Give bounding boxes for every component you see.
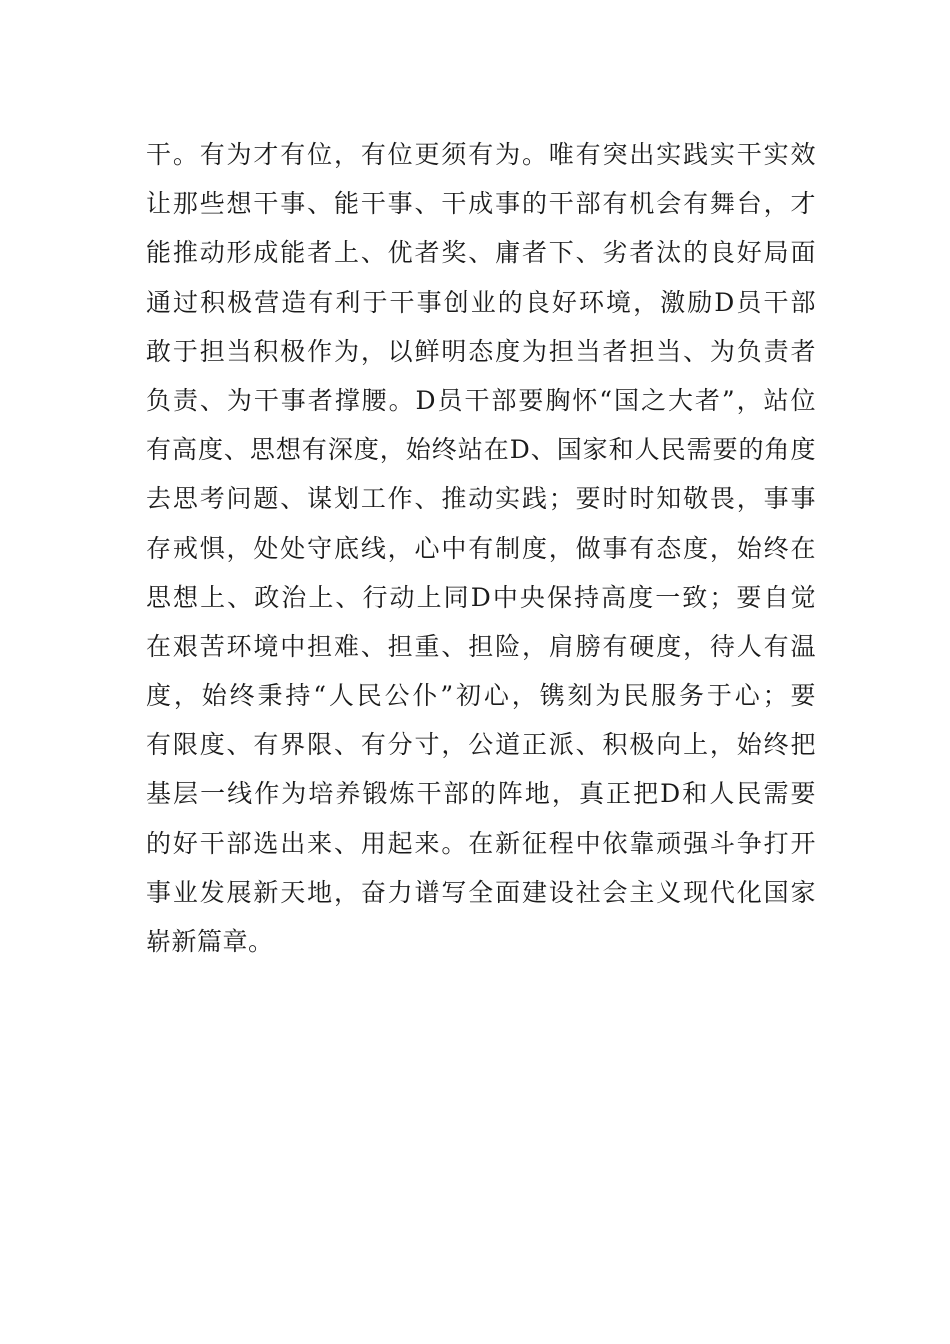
text-line: 去思考问题、谋划工作、推动实践；要时时知敬畏，事事: [146, 484, 816, 514]
text-line: 通过积极营造有利于干事创业的良好环境，激励D员干部: [146, 287, 816, 317]
body-paragraph: [146, 130, 816, 966]
text-line: 有高度、思想有深度，始终站在D、国家和人民需要的角度: [146, 435, 816, 465]
text-line: 思想上、政治上、行动上同D中央保持高度一致；要自觉: [146, 582, 816, 612]
text-line: 存戒惧，处处守底线，心中有制度，做事有态度，始终在: [146, 533, 816, 563]
text-line: 有限度、有界限、有分寸，公道正派、积极向上，始终把: [146, 730, 816, 760]
text-line: 干。有为才有位，有位更须有为。唯有突出实践实干实效: [146, 140, 816, 169]
text-line: 敢于担当积极作为，以鲜明态度为担当者担当、为负责者: [146, 336, 816, 366]
text-line: 在艰苦环境中担难、担重、担险，肩膀有硬度，待人有温: [146, 631, 816, 661]
text-line: 的好干部选出来、用起来。在新征程中依靠顽强斗争打开: [146, 828, 816, 858]
text-line: 基层一线作为培养锻炼干部的阵地，真正把D和人民需要: [146, 779, 816, 809]
text-line-final: 崭新篇章。: [146, 927, 274, 956]
text-line: 能推动形成能者上、优者奖、庸者下、劣者汰的良好局面: [146, 238, 816, 268]
text-line: 让那些想干事、能干事、干成事的干部有机会有舞台，才: [146, 189, 816, 219]
text-line: 事业发展新天地，奋力谱写全面建设社会主义现代化国家: [146, 877, 816, 907]
text-line: 度，始终秉持“人民公仆”初心，镌刻为民服务于心；要: [146, 681, 816, 711]
text-line: 负责、为干事者撑腰。D员干部要胸怀“国之大者”，站位: [146, 385, 816, 415]
